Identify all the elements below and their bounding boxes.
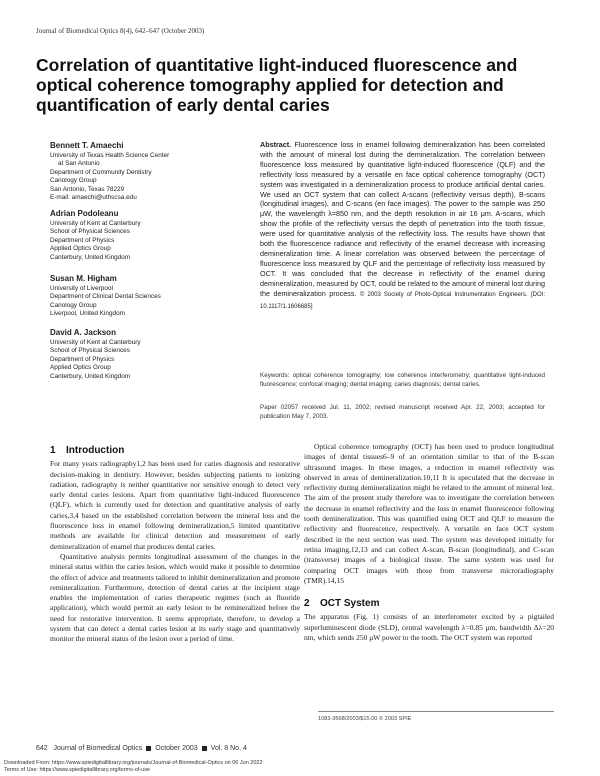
terms-line[interactable]: Terms of Use: https://www.spiedigitallibrary.org/terms-of-use bbox=[4, 767, 150, 773]
affiliation-line: Applied Optics Group bbox=[50, 245, 111, 253]
footnote-divider bbox=[318, 711, 554, 712]
affiliation-line: Canterbury, United Kingdom bbox=[50, 253, 131, 261]
abstract-copyright: © 2003 Society of Photo-Optical Instrumentation Engineers. bbox=[359, 291, 528, 298]
separator-icon bbox=[146, 746, 151, 751]
affiliation-line: Liverpool, United Kingdom bbox=[50, 310, 125, 318]
affiliation-line: Cariology Group bbox=[50, 177, 97, 185]
body-paragraph: For many years radiography1,2 has been used for caries diagnosis and restorative decision-making in dentistry. However, besides subjecting patients to ionizing radiation, radiography is neither quantitative nor sensitive enough to detect very early dental caries lesions. Apart from quantitative light-induced fluorescence (QLF), which is currently used for detection and quantitative analysis of early caries,3,4 based on the established correlation between the mineral loss and the fluorescence loss in enamel following demineralization,5 limited quantitative methods are available for clinical detection and measurement of early demineralization of enamel that produces dental caries. bbox=[50, 459, 300, 551]
affiliation-line: University of Kent at Canterbury bbox=[50, 339, 141, 346]
section-number: 1 bbox=[50, 445, 56, 456]
author-name: Susan M. Higham bbox=[50, 274, 117, 283]
author-name: Bennett T. Amaechi bbox=[50, 141, 124, 150]
left-column bbox=[50, 446, 300, 645]
section-title: Introduction bbox=[66, 445, 125, 456]
abstract bbox=[260, 140, 545, 312]
author-block bbox=[50, 327, 230, 381]
separator-icon bbox=[202, 746, 207, 751]
footer-journal: Journal of Biomedical Optics bbox=[53, 745, 143, 752]
abstract-text: Fluorescence loss in enamel following demineralization has been correlated with the amount of mineral lost during the demineralization. The correlation between fluorescence loss measured by quantitative light-induced fluorescence (QLF) and the reflectivity loss measured by a versatile en face optical coherence tomography (OCT) system was investigated in a demineralization process to produce artificial dental caries. We used an OCT system that can collect A-scans (reflectivity versus depth), B-scans (longitudinal images), and C-scans (en face images). The power to the sample was 250 μW, the wavelength λ=850 nm, and the depth resolution in air 16 μm. A-scans, which show the profile of the reflectivity versus the depth of penetration into the tooth tissue, were used for quantitative analysis of the reflectivity loss. The results have shown that both the fluorescence radiance and reflectivity of the enamel decrease with increasing demineralization time. A linear correlation was observed between the percentage of fluorescence loss measured by QLF and the percentage of reflectivity loss measured by OCT. It was concluded that the decrease in reflectivity of the enamel during demineralization, measured by OCT, could be related to the amount of mineral lost during the demineralization process. bbox=[260, 140, 545, 298]
section-heading bbox=[304, 599, 554, 609]
section-heading bbox=[50, 446, 300, 456]
affiliation-line: Canterbury, United Kingdom bbox=[50, 372, 131, 380]
abstract-doi: [DOI: 10.1117/1.1606685] bbox=[260, 291, 546, 310]
download-line[interactable]: Downloaded From: https://www.spiedigitallibrary.org/journals/Journal-of-Biomedical-Optics on 06 Jun 2022 bbox=[4, 760, 263, 766]
author-name: David A. Jackson bbox=[50, 328, 116, 337]
page-number: 642 bbox=[36, 745, 48, 752]
author-block bbox=[50, 273, 230, 319]
author-block bbox=[50, 208, 230, 262]
received-dates: Paper 02057 received Jul. 11, 2002; revised manuscript received Apr. 22, 2003; accepted for publication May 7, 2003. bbox=[260, 404, 545, 420]
affiliation-line: Department of Clinical Dental Sciences bbox=[50, 293, 161, 301]
section-title: OCT System bbox=[320, 598, 380, 610]
body-paragraph: Quantitative analysis permits longitudinal assessment of the changes in the mineral status within the caries lesion, which would make it possible to determine the effect of advice and treatments tailored to inhibit demineralization and promote remineralization. Furthermore, detection of dental caries at the incipient stage enables the implementation of caries therapeutic regimes (such as fluoride application), which would permit an early lesion to be remineralized before the need for restorative intervention. It seems appropriate, therefore, to develop a system that can detect a dental caries lesion at its early stage and quantitatively monitor the mineral status of the lesion over a period of time. bbox=[50, 551, 300, 644]
section-number: 2 bbox=[304, 598, 310, 610]
download-notice bbox=[4, 760, 263, 774]
page-footer bbox=[36, 745, 247, 752]
affiliation-line: Applied Optics Group bbox=[50, 364, 111, 372]
right-column bbox=[304, 442, 554, 643]
author-name: Adrian Podoleanu bbox=[50, 209, 119, 218]
affiliation-line: University of Kent at Canterbury bbox=[50, 220, 141, 227]
abstract-label: Abstract. bbox=[260, 140, 292, 149]
affiliation-line: Cariology Group bbox=[50, 301, 97, 309]
journal-header: Journal of Biomedical Optics 8(4), 642–647 (October 2003) bbox=[36, 27, 205, 35]
author-email: E-mail: amaechi@uthscsa.edu bbox=[50, 194, 137, 202]
affiliation-line: University of Texas Health Science Center bbox=[50, 152, 170, 159]
affiliation-line: School of Physical Sciences bbox=[50, 228, 130, 236]
affiliation-line: at San Antonio bbox=[58, 160, 100, 168]
issn-line: 1083-3668/2003/$15.00 © 2003 SPIE bbox=[318, 716, 412, 722]
footer-volume: Vol. 8 No. 4 bbox=[210, 745, 247, 752]
keywords: Keywords: optical coherence tomography; low coherence interferometry; quantitative light-induced fluorescence; confocal imaging; dental imaging; caries diagnosis; dental caries. bbox=[260, 372, 545, 388]
author-block bbox=[50, 140, 230, 202]
affiliation-line: University of Liverpool bbox=[50, 285, 113, 292]
footer-date: October 2003 bbox=[155, 745, 198, 752]
affiliation-line: Department of Physics bbox=[50, 355, 115, 363]
body-paragraph: Optical coherence tomography (OCT) has been used to produce longitudinal images of dental tissues6–9 of an orientation similar to that of the B-scan ultrasound images. In these images, a reduction in enamel reflectivity was observed in areas of demineralization.10,11 It is speculated that the decrease in reflectivity during demineralization might be related to the amount of mineral lost. The aim of the present study therefore was to investigate the correlation between the decrease in enamel reflectivity and the loss in enamel fluorescence following tooth demineralization. This was quantified using OCT and QLF to measure the reflectivity and fluorescence, respectively. A versatile en face OCT system described in the next section was used. The system was developed initially for retina imaging,12,13 and can collect A-scan, B-scan (longitudinal), and C-scan (transverse) images of a biological tissue. The same system was used for comparing OCT images with those from transverse microradiography (TMR).14,15 bbox=[304, 442, 554, 585]
body-paragraph: The apparatus (Fig. 1) consists of an interferometer excited by a pigtailed superluminescent diode (SLD), central wavelength λ=0.85 μm, bandwidth Δλ=20 nm, which sends 250 μW power to the tooth. The OCT system was reported bbox=[304, 612, 554, 643]
affiliation-line: Department of Community Dentistry bbox=[50, 168, 152, 176]
affiliation-line: San Antonio, Texas 78229 bbox=[50, 185, 125, 193]
affiliation-line: School of Physical Sciences bbox=[50, 347, 130, 355]
paper-title: Correlation of quantitative light-induced fluorescence and optical coherence tomography applied for detection and quantification of early dental caries bbox=[36, 55, 518, 115]
affiliation-line: Department of Physics bbox=[50, 236, 115, 244]
